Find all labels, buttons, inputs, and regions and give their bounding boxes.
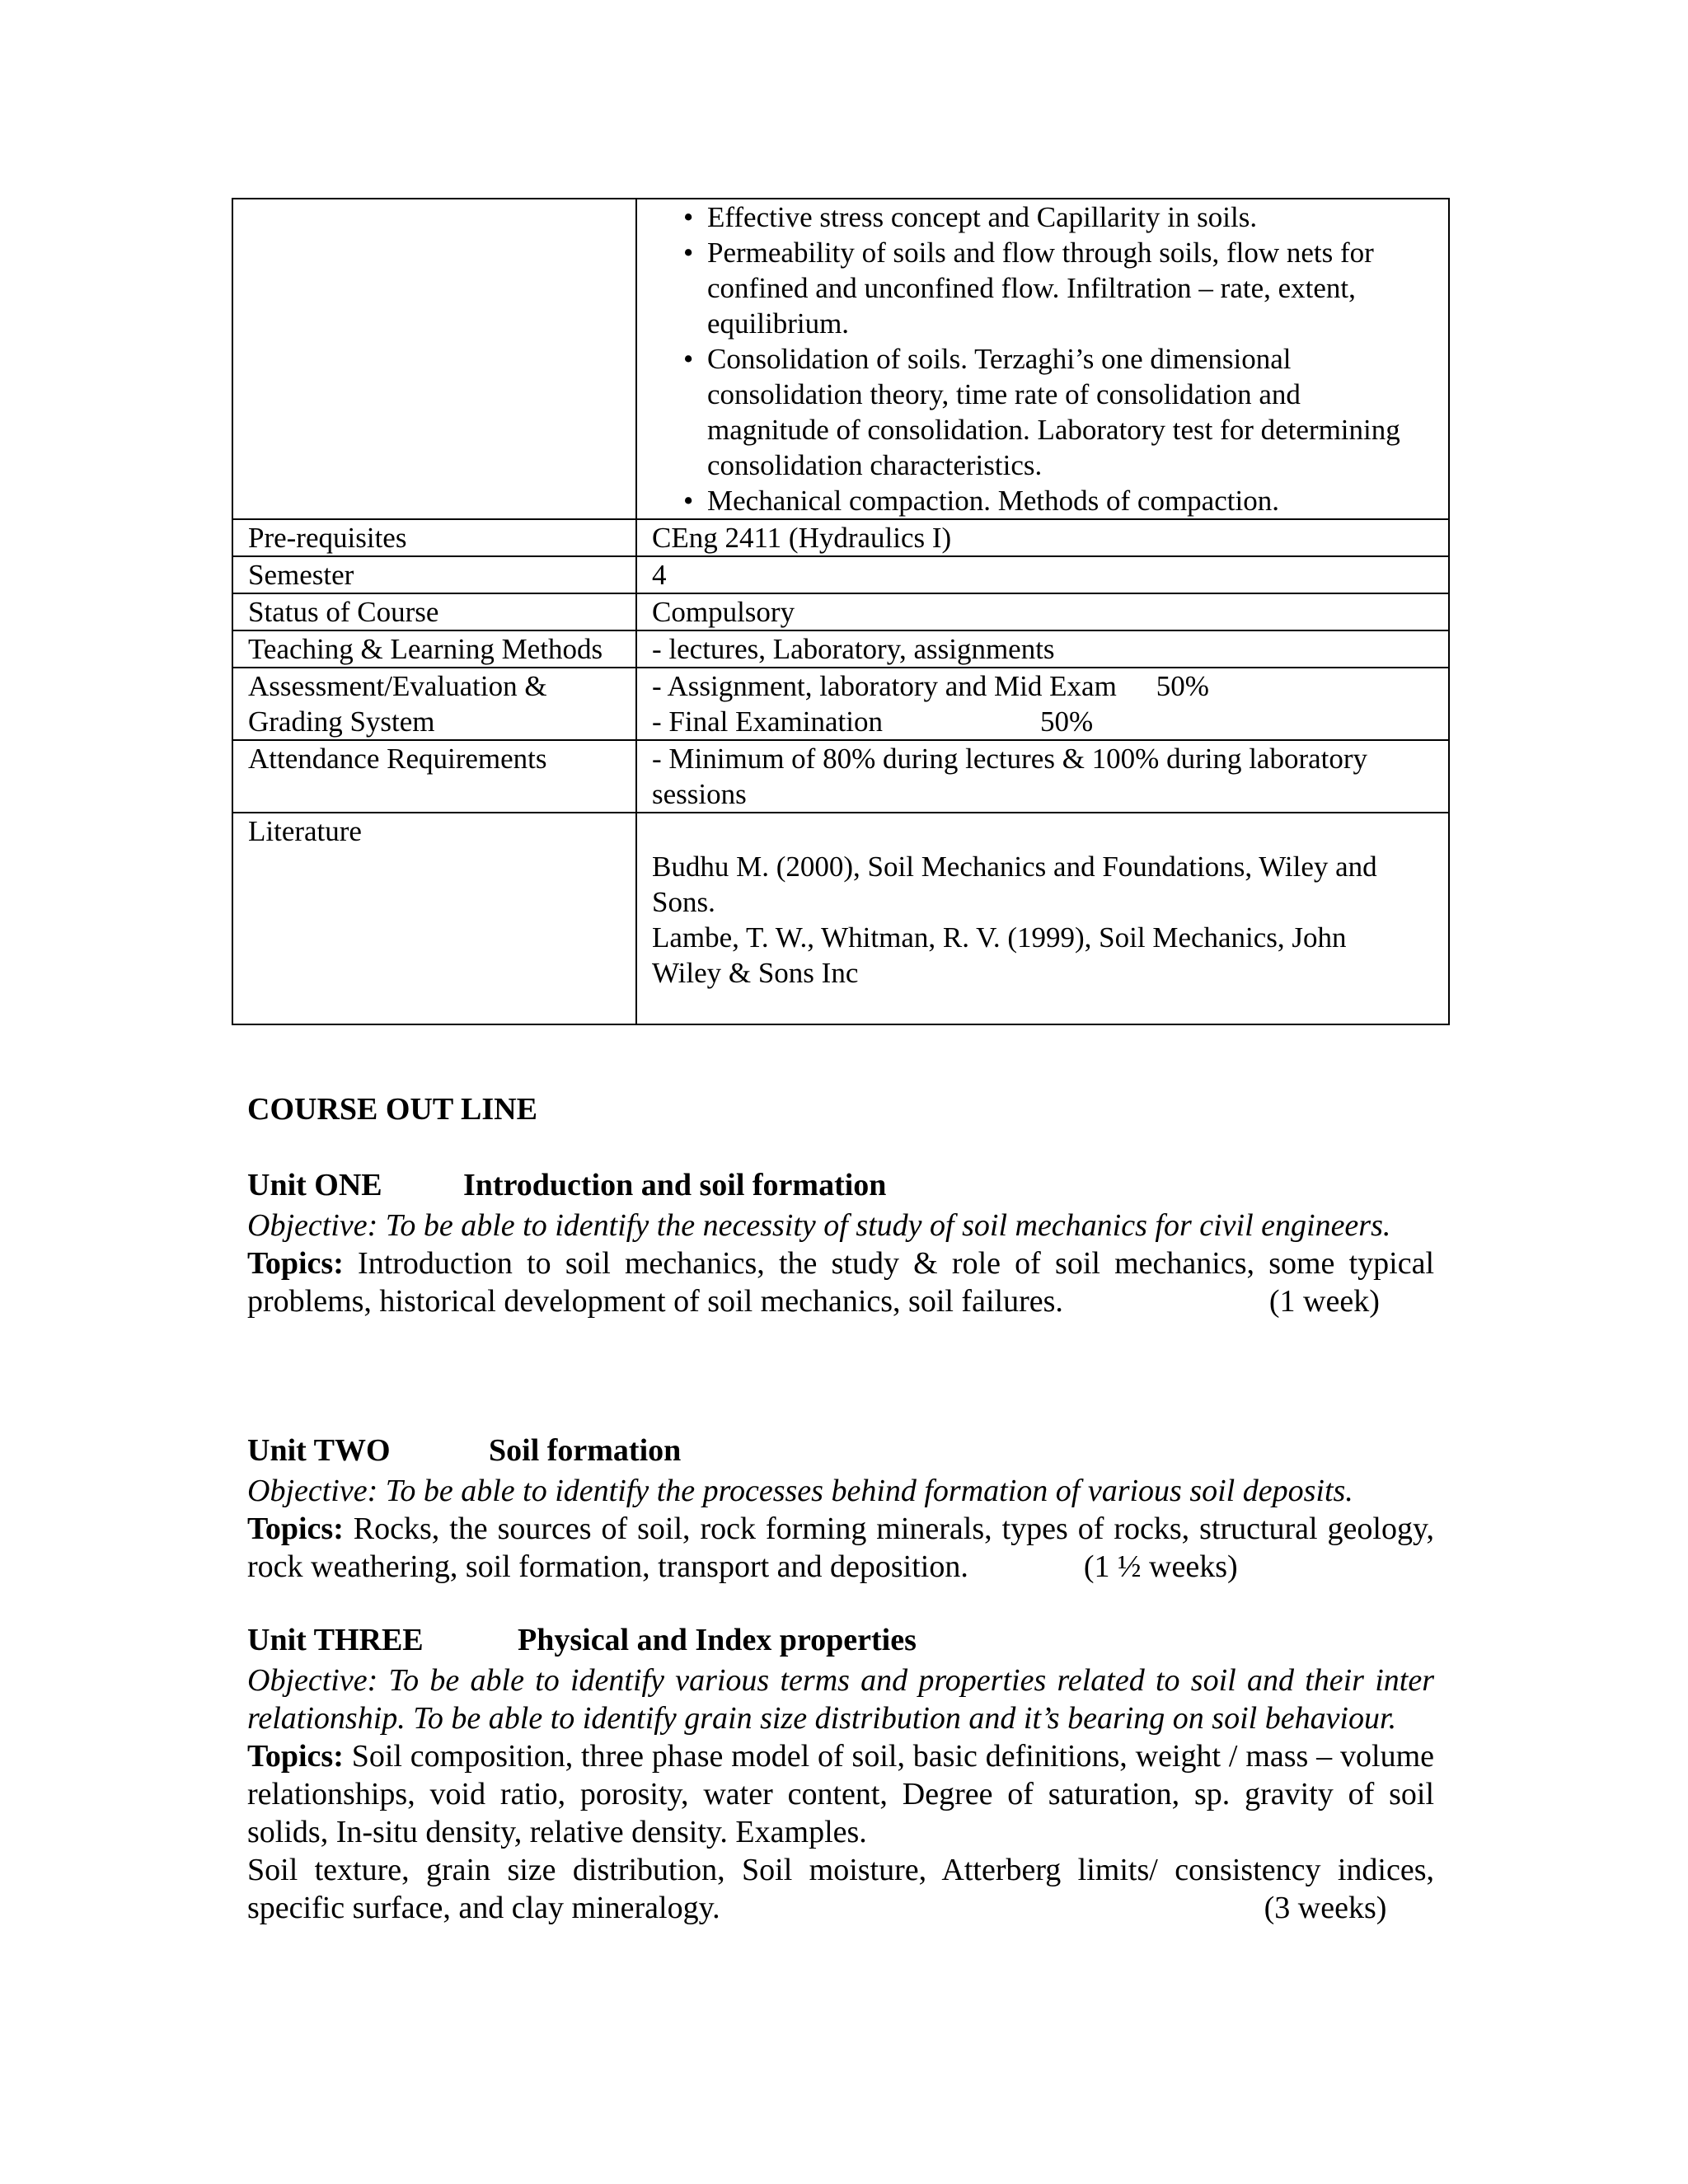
unit-title: Physical and Index properties bbox=[518, 1623, 917, 1657]
assessment-label-line: Assessment/Evaluation & bbox=[248, 670, 547, 702]
extra-topics-text: Soil texture, grain size distribution, Soil moisture, Atterberg limits/ consistency indices, specific surface, and clay mineralogy. bbox=[247, 1853, 1434, 1925]
assessment-item bbox=[652, 704, 1437, 739]
content-bullet bbox=[673, 199, 1437, 235]
semester-value: 4 bbox=[636, 556, 1449, 593]
content-bullet-line: equilibrium. bbox=[707, 307, 850, 340]
attendance-value-line: - Minimum of 80% during lectures & 100% during laboratory bbox=[652, 743, 1368, 775]
assessment-item-text: - Assignment, laboratory and Mid Exam bbox=[652, 670, 1117, 702]
assessment-item bbox=[652, 668, 1437, 704]
table-row-content bbox=[232, 199, 1449, 519]
unit-label: Unit TWO bbox=[247, 1433, 391, 1468]
content-label-cell bbox=[232, 199, 636, 519]
topics-text: Introduction to soil mechanics, the study & role of soil mechanics, some typical problems, historical development of soil mechanics, soil failures. bbox=[247, 1246, 1434, 1319]
assessment-label-cell bbox=[232, 668, 636, 740]
literature-line: Lambe, T. W., Whitman, R. V. (1999), Soil Mechanics, John bbox=[652, 921, 1347, 954]
unit-label: Unit THREE bbox=[247, 1623, 424, 1657]
prerequisites-label: Pre-requisites bbox=[232, 519, 636, 556]
topics-text: Soil composition, three phase model of soil, basic definitions, weight / mass – volume relationships, void ratio, porosity, water content, Degree of saturation, sp. gravity of soil solids, In-situ density, relative density. Examples. bbox=[247, 1739, 1434, 1849]
unit-title: Introduction and soil formation bbox=[463, 1168, 887, 1202]
content-bullet-line: • Consolidation of soils. Terzaghi’s one dimensional bbox=[707, 343, 1292, 375]
unit-label: Unit ONE bbox=[247, 1168, 382, 1202]
topics-text: Rocks, the sources of soil, rock forming minerals, types of rocks, structural geology, rock weathering, soil formation, transport and deposition. bbox=[247, 1511, 1434, 1584]
content-bullet-line: • Effective stress concept and Capillarity in soils. bbox=[707, 201, 1258, 233]
semester-label: Semester bbox=[232, 556, 636, 593]
assessment-item-percent: 50% bbox=[1156, 670, 1209, 702]
assessment-item-percent: 50% bbox=[1039, 705, 1094, 738]
unit-objective: Objective: To be able to identify the necessity of study of soil mechanics for civil engineers. bbox=[247, 1208, 1391, 1243]
literature-line: Sons. bbox=[652, 886, 715, 918]
course-info-table bbox=[232, 198, 1450, 1025]
content-bullet bbox=[673, 341, 1437, 483]
table-row-literature bbox=[232, 813, 1449, 1024]
assessment-value-cell bbox=[636, 668, 1449, 740]
unit-objective: Objective: To be able to identify various terms and properties related to soil and their inter relationship. To be able to identify grain size distribution and it’s bearing on soil behaviour. bbox=[247, 1663, 1434, 1736]
unit-duration: (3 weeks) bbox=[1264, 1891, 1387, 1925]
content-bullet-line: • Mechanical compaction. Methods of compaction. bbox=[707, 485, 1279, 517]
unit-extra-topics bbox=[247, 1851, 1434, 1927]
table-row-status bbox=[232, 593, 1449, 630]
unit-three-heading bbox=[247, 1622, 917, 1658]
content-bullet-line: confined and unconfined flow. Infiltration – rate, extent, bbox=[707, 272, 1356, 304]
table-row-assessment bbox=[232, 668, 1449, 740]
assessment-item-text: - Final Examination bbox=[652, 705, 883, 738]
unit-title: Soil formation bbox=[489, 1433, 682, 1468]
attendance-value-line: sessions bbox=[652, 778, 747, 810]
literature-value-cell bbox=[636, 813, 1449, 1024]
content-bullet-line: • Permeability of soils and flow through soils, flow nets for bbox=[707, 237, 1374, 269]
unit-duration: (1 week) bbox=[1268, 1284, 1380, 1319]
table-row-semester bbox=[232, 556, 1449, 593]
unit-one-heading bbox=[247, 1167, 887, 1203]
unit-one-body bbox=[247, 1207, 1434, 1320]
unit-objective: Objective: To be able to identify the processes behind formation of various soil deposits. bbox=[247, 1474, 1353, 1508]
assessment-label-line: Grading System bbox=[248, 705, 435, 738]
attendance-value-cell bbox=[636, 740, 1449, 813]
unit-topics bbox=[247, 1737, 1434, 1851]
content-bullet bbox=[673, 235, 1437, 341]
prerequisites-value: CEng 2411 (Hydraulics I) bbox=[636, 519, 1449, 556]
literature-label: Literature bbox=[232, 813, 636, 1024]
content-bullet-line: magnitude of consolidation. Laboratory test for determining bbox=[707, 414, 1400, 446]
unit-topics bbox=[247, 1244, 1434, 1320]
topics-label: Topics: bbox=[247, 1511, 344, 1546]
table-row-attendance bbox=[232, 740, 1449, 813]
table-row-teaching bbox=[232, 630, 1449, 668]
unit-two-body bbox=[247, 1472, 1434, 1586]
topics-label: Topics: bbox=[247, 1739, 344, 1774]
teaching-value: - lectures, Laboratory, assignments bbox=[636, 630, 1449, 668]
unit-three-body bbox=[247, 1661, 1434, 1927]
literature-line: Wiley & Sons Inc bbox=[652, 957, 859, 989]
unit-topics bbox=[247, 1510, 1434, 1586]
table-row-prerequisites bbox=[232, 519, 1449, 556]
content-bullet-line: consolidation characteristics. bbox=[707, 449, 1043, 481]
content-bullet-list bbox=[673, 199, 1437, 518]
content-bullet-line: consolidation theory, time rate of consolidation and bbox=[707, 378, 1301, 410]
unit-duration: (1 ½ weeks) bbox=[1083, 1549, 1238, 1584]
unit-two-heading bbox=[247, 1432, 682, 1469]
content-value-cell bbox=[636, 199, 1449, 519]
attendance-label: Attendance Requirements bbox=[232, 740, 636, 813]
literature-line: Budhu M. (2000), Soil Mechanics and Foundations, Wiley and bbox=[652, 851, 1377, 883]
content-bullet bbox=[673, 483, 1437, 518]
course-outline-heading: COURSE OUT LINE bbox=[247, 1092, 537, 1127]
status-label: Status of Course bbox=[232, 593, 636, 630]
teaching-label: Teaching & Learning Methods bbox=[232, 630, 636, 668]
topics-label: Topics: bbox=[247, 1246, 344, 1281]
status-value: Compulsory bbox=[636, 593, 1449, 630]
